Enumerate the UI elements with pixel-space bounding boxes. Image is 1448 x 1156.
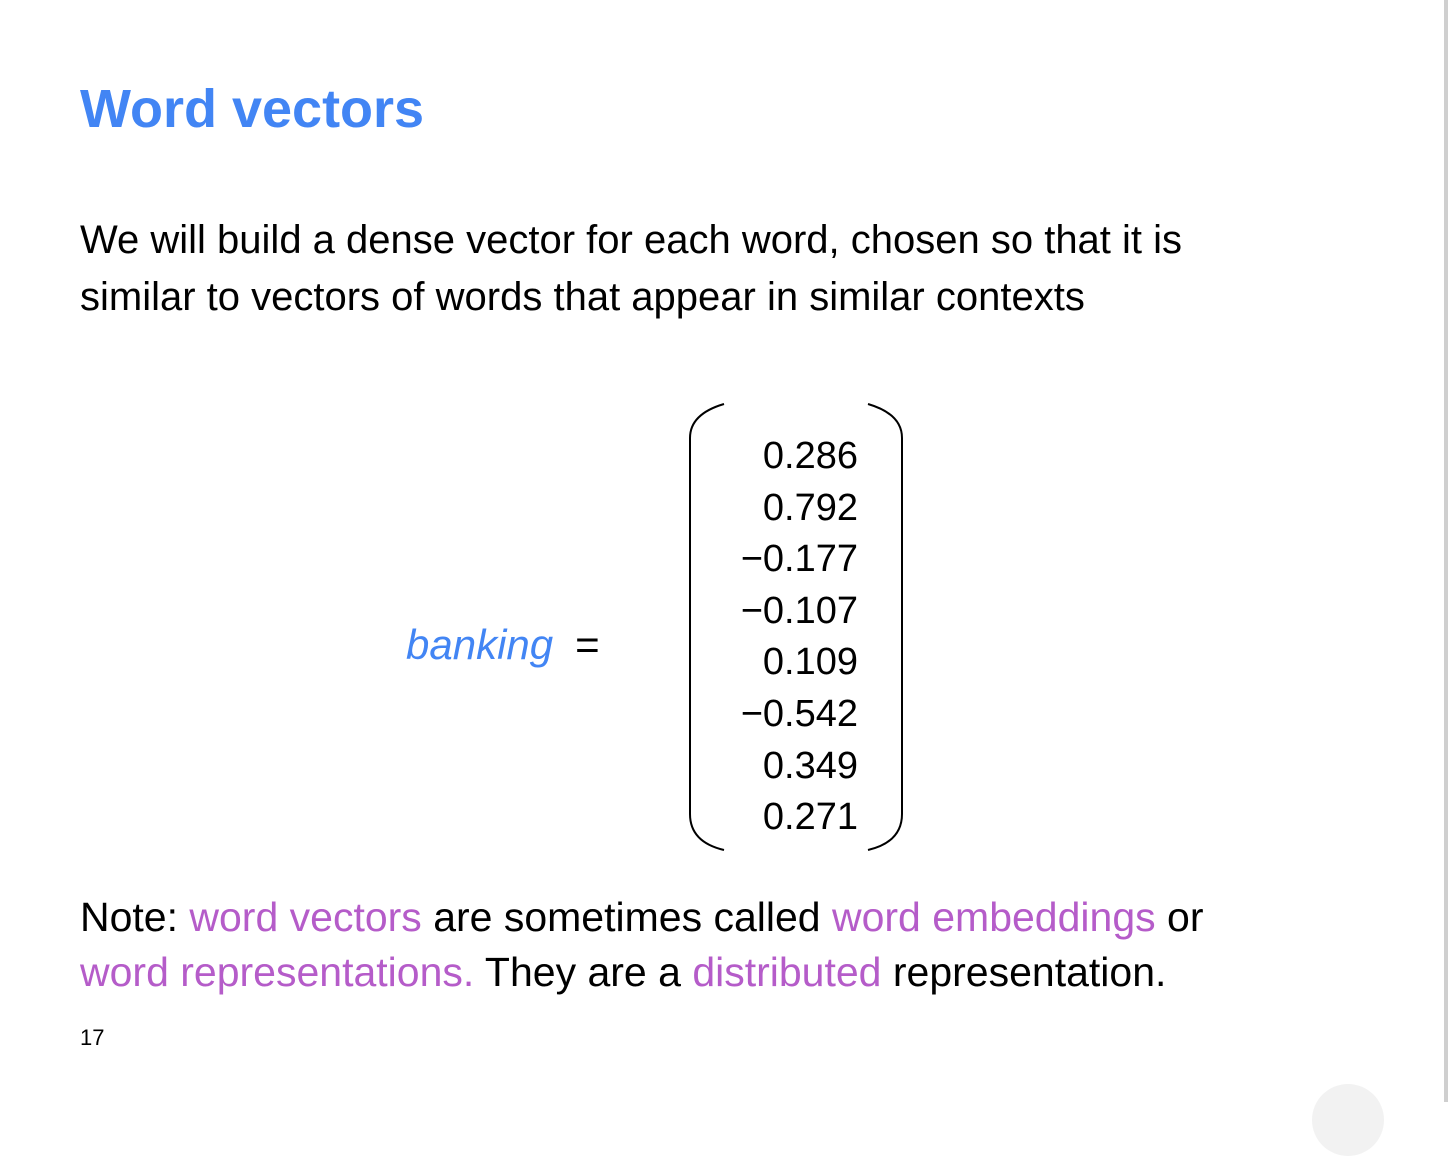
vector-value: −0.542 [740, 692, 858, 735]
vector-matrix [686, 402, 906, 852]
vector-value: 0.349 [762, 744, 858, 787]
vector-value: −0.177 [740, 538, 858, 581]
vector-values [741, 431, 858, 844]
term-word-vectors: word vectors [189, 894, 422, 940]
equation-word: banking [406, 621, 554, 668]
window-right-edge [1444, 0, 1448, 1102]
term-distributed: distributed [692, 949, 882, 995]
term-word-embeddings: word embeddings [831, 894, 1156, 940]
note-mid-3: They are a [474, 949, 693, 995]
intro-line-1: We will build a dense vector for each word, chosen so that it is [80, 218, 1183, 262]
slide-title: Word vectors [80, 79, 425, 139]
floating-action-button[interactable] [1312, 1084, 1384, 1156]
note-line-2 [80, 945, 1400, 1000]
term-word-representations: word representations. [80, 949, 475, 995]
vector-value: 0.792 [762, 486, 858, 529]
left-bracket [690, 404, 724, 850]
equation-left-side [406, 617, 600, 673]
vector-value: 0.286 [762, 435, 858, 477]
right-bracket [868, 404, 902, 850]
intro-line-2: similar to vectors of words that appear in similar contexts [80, 275, 1085, 319]
page-number: 17 [80, 1025, 105, 1050]
note-line-1 [80, 890, 1400, 945]
note-prefix: Note: [80, 894, 190, 940]
equals-sign: = [575, 621, 600, 668]
vector-value: 0.109 [762, 641, 858, 684]
note-mid-1: are sometimes called [421, 894, 832, 940]
vector-value: −0.107 [740, 589, 858, 632]
intro-text [80, 212, 1400, 326]
vector-value: 0.271 [762, 796, 858, 839]
note-suffix: representation. [881, 949, 1167, 995]
note-mid-2: or [1155, 894, 1204, 940]
note-text [80, 890, 1400, 1000]
